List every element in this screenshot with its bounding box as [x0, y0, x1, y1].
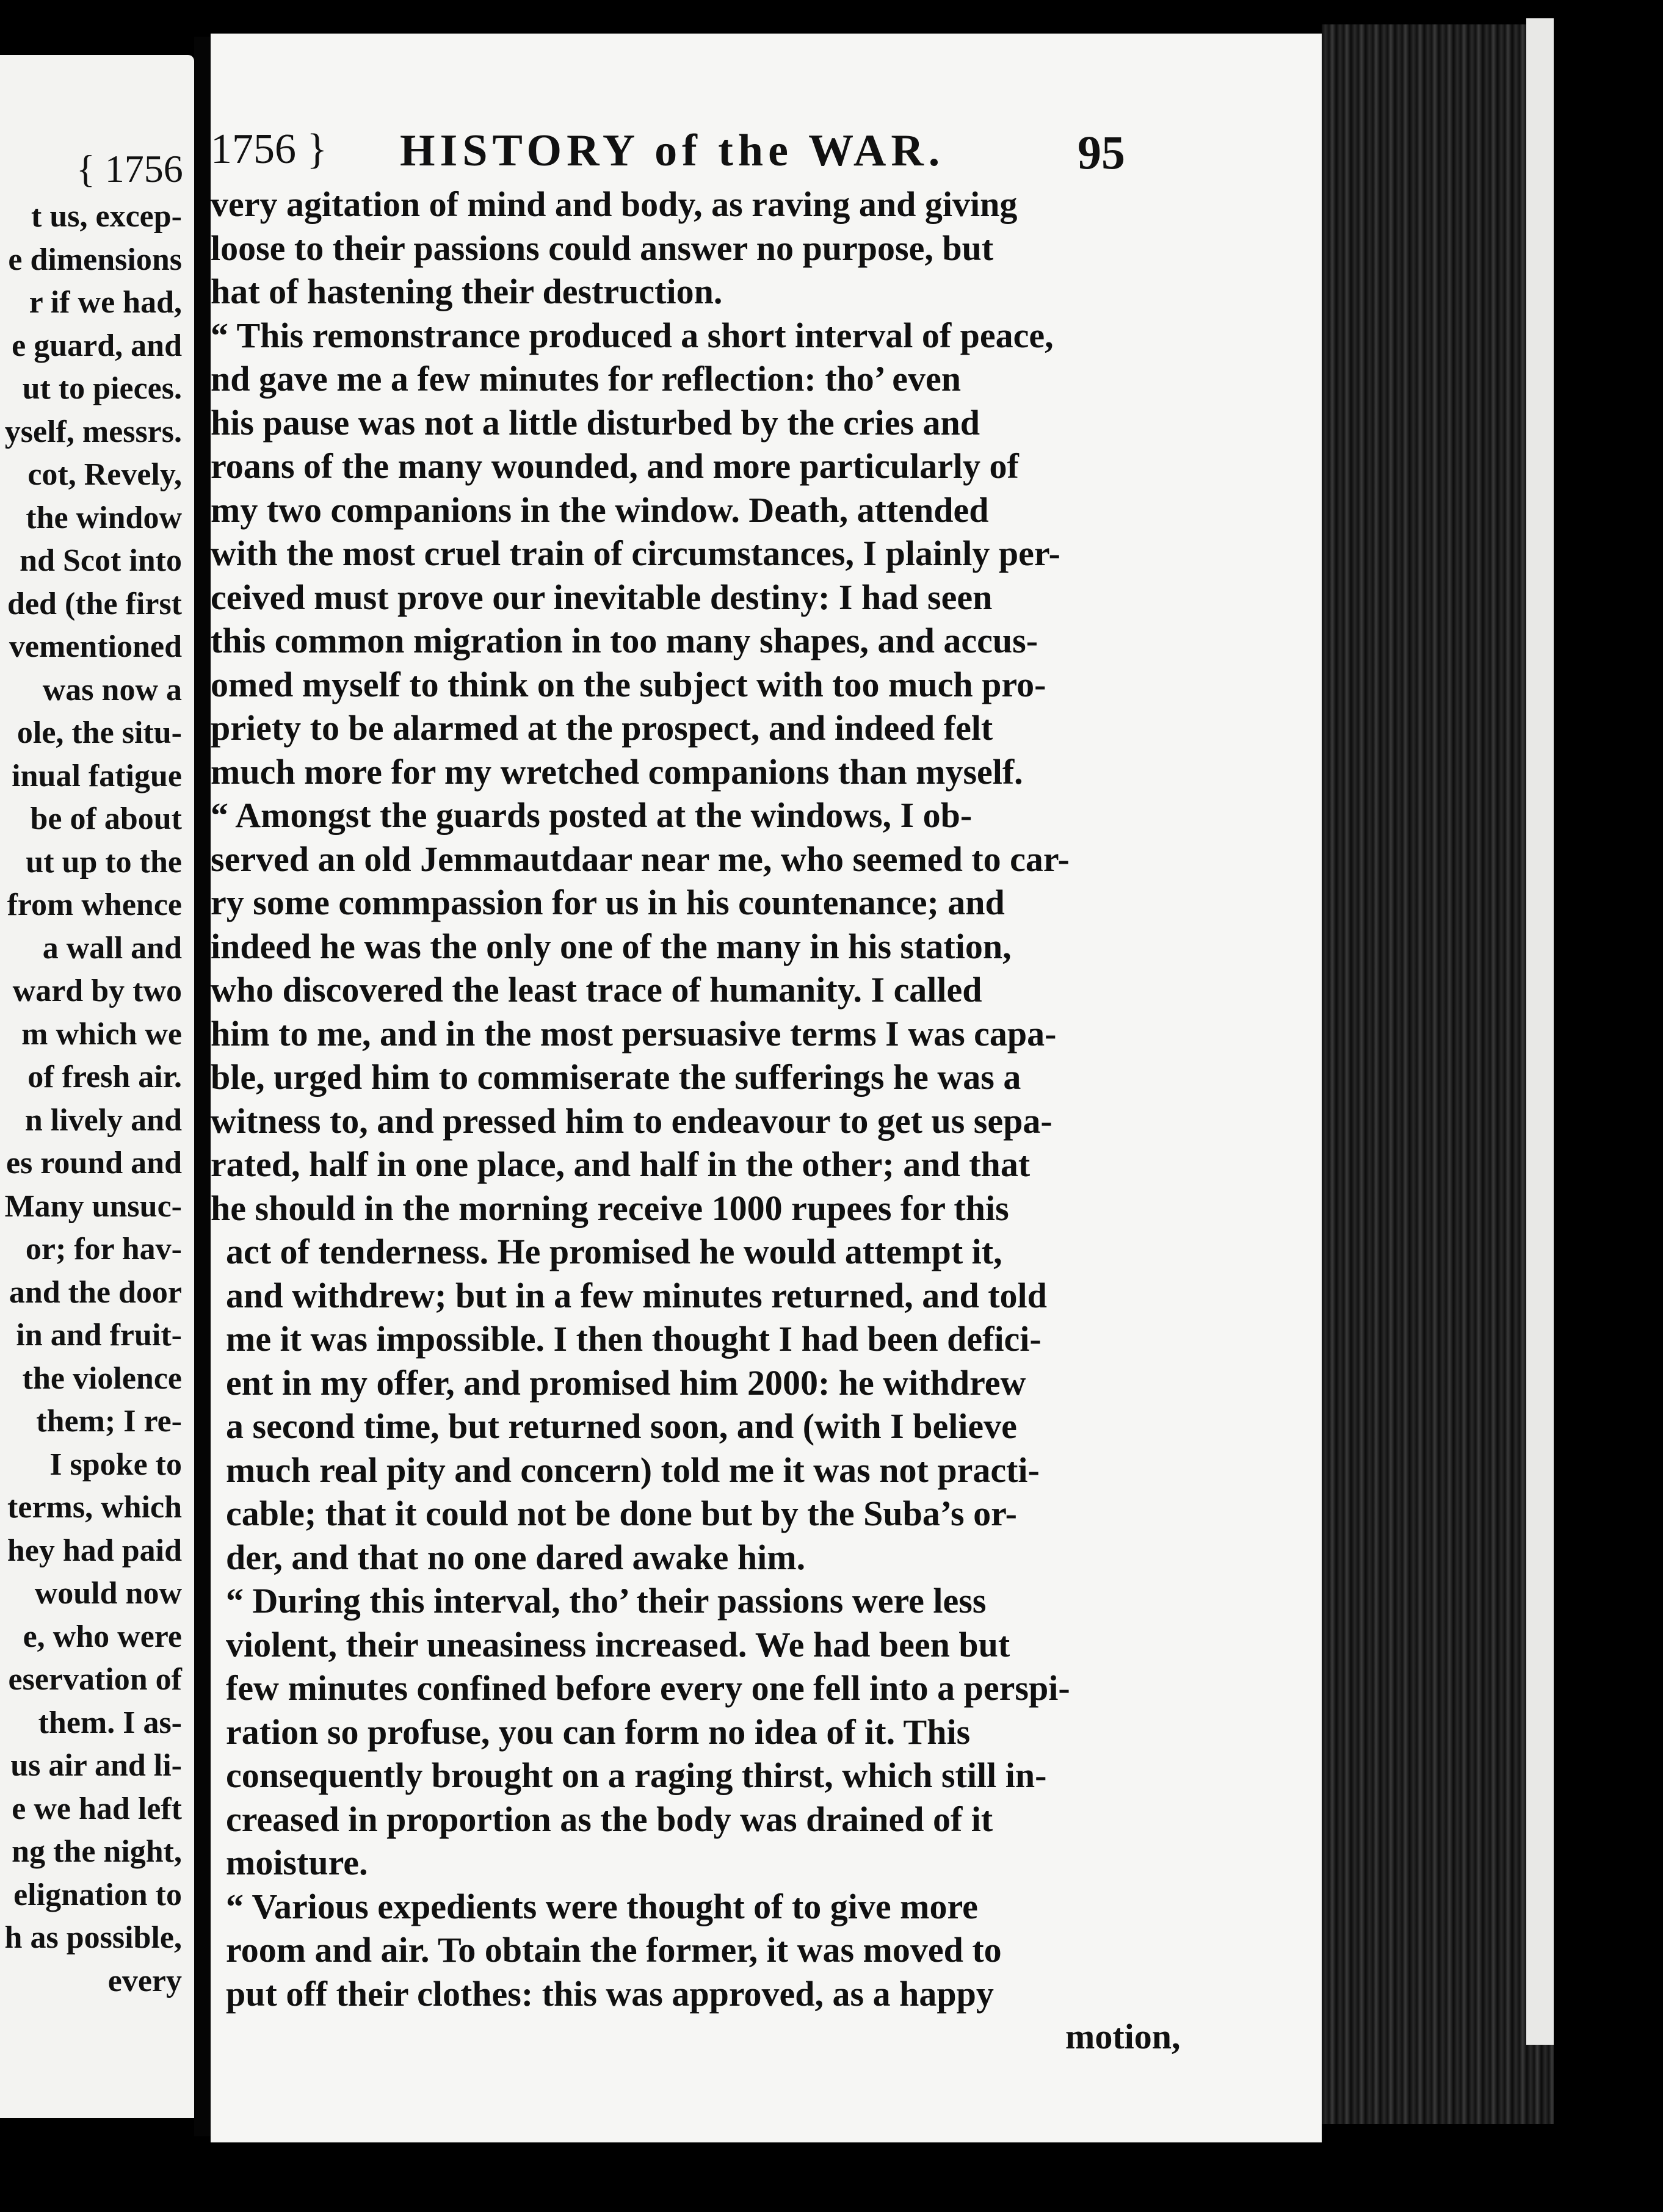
- text-line: me it was impossible. I then thought I had been defici-: [226, 1319, 1042, 1359]
- previous-page-line: m which we: [21, 1016, 182, 1052]
- previous-page-line: every: [107, 1963, 182, 1998]
- text-line: this common migration in too many shapes, and accus-: [211, 621, 1038, 660]
- previous-page-line: e, who were: [23, 1619, 182, 1654]
- text-line: him to me, and in the most persuasive terms I was capa-: [211, 1013, 1057, 1054]
- text-line: priety to be alarmed at the prospect, and indeed felt: [211, 708, 993, 748]
- running-header: [211, 125, 1322, 192]
- text-line: ceived must prove our inevitable destiny: I had seen: [211, 577, 993, 617]
- previous-page-line: would now: [34, 1576, 182, 1611]
- previous-page-line: ut to pieces.: [22, 371, 182, 406]
- previous-page-line: elignation to: [13, 1877, 182, 1912]
- previous-page-line: was now a: [42, 672, 182, 707]
- text-line: consequently brought on a raging thirst, which still in-: [226, 1755, 1047, 1795]
- header-year: 1756 }: [211, 126, 328, 173]
- text-line: creased in proportion as the body was drained of it: [226, 1799, 993, 1839]
- text-line: much more for my wretched companions than myself.: [211, 751, 1023, 792]
- text-line: ry some commpassion for us in his countenance; and: [211, 883, 1005, 922]
- page-95: [211, 34, 1322, 2142]
- text-line: “ Amongst the guards posted at the windows, I ob-: [211, 795, 973, 835]
- previous-page-line: eservation of: [8, 1662, 182, 1697]
- text-line: ration so profuse, you can form no idea of it. This: [226, 1711, 971, 1752]
- previous-page-line: vementioned: [9, 629, 182, 664]
- previous-page-line: ole, the situ-: [16, 715, 182, 750]
- previous-page-line: them; I re-: [36, 1404, 182, 1439]
- text-line: cable; that it could not be done but by the Suba’s or-: [226, 1494, 1017, 1533]
- text-line: and withdrew; but in a few minutes returned, and told: [226, 1275, 1047, 1315]
- text-line: “ Various expedients were thought of to give more: [226, 1886, 978, 1926]
- previous-page-line: r if we had,: [29, 285, 182, 320]
- previous-page-line: nd Scot into: [20, 543, 182, 578]
- previous-page-line: yself, messrs.: [4, 414, 182, 449]
- page-number: 95: [1078, 126, 1125, 179]
- previous-page-line: I spoke to: [49, 1447, 182, 1482]
- text-line: roans of the many wounded, and more particularly of: [211, 446, 1019, 486]
- previous-page-line: and the door: [9, 1274, 182, 1310]
- text-line: his pause was not a little disturbed by the cries and: [211, 402, 980, 443]
- previous-page-line: t us, excep-: [31, 199, 182, 234]
- text-line: my two companions in the window. Death, attended: [211, 490, 989, 530]
- header-title: HISTORY of the WAR.: [400, 126, 945, 176]
- previous-page-line: es round and: [5, 1146, 182, 1180]
- text-line: much real pity and concern) told me it was not practi-: [226, 1450, 1040, 1490]
- previous-page-line: of fresh air.: [27, 1060, 182, 1094]
- text-line: violent, their uneasiness increased. We had been but: [226, 1624, 1010, 1664]
- previous-page-line: in and fruit-: [16, 1318, 182, 1353]
- text-line: nd gave me a few minutes for reflection: tho’ even: [211, 359, 962, 399]
- text-line: ble, urged him to commiserate the sufferings he was a: [211, 1057, 1021, 1097]
- previous-page-line: the window: [26, 500, 182, 535]
- previous-page-line: e dimensions: [8, 242, 182, 277]
- text-line: act of tenderness. He promised he would attempt it,: [226, 1232, 1002, 1271]
- text-line: he should in the morning receive 1000 rupees for this: [211, 1188, 1009, 1228]
- text-line: omed myself to think on the subject with too much pro-: [211, 664, 1046, 704]
- previous-page-line: ward by two: [12, 974, 182, 1008]
- text-line: ent in my offer, and promised him 2000: he withdrew: [226, 1362, 1026, 1403]
- previous-page-line: cot, Revely,: [27, 457, 182, 492]
- previous-page-line: be of about: [30, 801, 182, 836]
- previous-page-line: from whence: [7, 887, 182, 922]
- previous-page-line: ng the night,: [12, 1834, 182, 1869]
- previous-page-fragment: [0, 55, 194, 2118]
- previous-page-line: us air and li-: [10, 1748, 182, 1783]
- text-line: rated, half in one place, and half in the other; and that: [211, 1144, 1031, 1184]
- previous-page-line: e guard, and: [12, 328, 182, 363]
- text-line: hat of hastening their destruction.: [211, 272, 723, 311]
- text-line: very agitation of mind and body, as raving and giving: [211, 184, 1018, 224]
- text-line: served an old Jemmautdaar near me, who seemed to car-: [211, 839, 1070, 879]
- text-line: who discovered the least trace of humanity. I called: [211, 970, 982, 1010]
- previous-page-line: Many unsuc-: [4, 1188, 182, 1224]
- text-line: moisture.: [226, 1843, 368, 1882]
- text-line: indeed he was the only one of the many in his station,: [211, 926, 1012, 966]
- previous-page-line: or; for hav-: [25, 1232, 182, 1267]
- previous-page-line: ut up to the: [26, 844, 182, 880]
- text-line: a second time, but returned soon, and (with I believe: [226, 1406, 1017, 1446]
- previous-page-line: a wall and: [42, 930, 182, 966]
- book-gutter: [194, 37, 212, 2136]
- previous-page-line: inual fatigue: [12, 758, 182, 793]
- text-line: witness to, and pressed him to endeavour to get us sepa-: [211, 1101, 1053, 1141]
- previous-page-line: hey had paid: [7, 1533, 182, 1568]
- page-edge-rim: [1526, 18, 1554, 2045]
- catchword: motion,: [1065, 2017, 1181, 2056]
- text-line: “ During this interval, tho’ their passions were less: [226, 1581, 987, 1621]
- background-shadow: [1554, 0, 1663, 2212]
- text-line: put off their clothes: this was approved, as a happy: [226, 1973, 994, 2014]
- text-line: with the most cruel train of circumstances, I plainly per-: [211, 533, 1060, 573]
- text-line: der, and that no one dared awake him.: [226, 1537, 806, 1577]
- previous-page-line: n lively and: [24, 1102, 182, 1138]
- previous-page-line: h as possible,: [4, 1920, 182, 1955]
- text-line: loose to their passions could answer no purpose, but: [211, 228, 994, 268]
- previous-page-line: terms, which: [7, 1490, 182, 1525]
- text-line: few minutes confined before every one fell into a perspi-: [226, 1668, 1070, 1708]
- text-line: room and air. To obtain the former, it was moved to: [226, 1930, 1002, 1970]
- text-line: “ This remonstrance produced a short interval of peace,: [211, 315, 1054, 355]
- previous-page-line: ded (the first: [7, 586, 182, 621]
- previous-page-line: e we had left: [12, 1791, 182, 1826]
- previous-page-header: { 1756: [76, 147, 183, 190]
- previous-page-line: the violence: [22, 1361, 182, 1396]
- previous-page-line: them. I as-: [38, 1705, 182, 1740]
